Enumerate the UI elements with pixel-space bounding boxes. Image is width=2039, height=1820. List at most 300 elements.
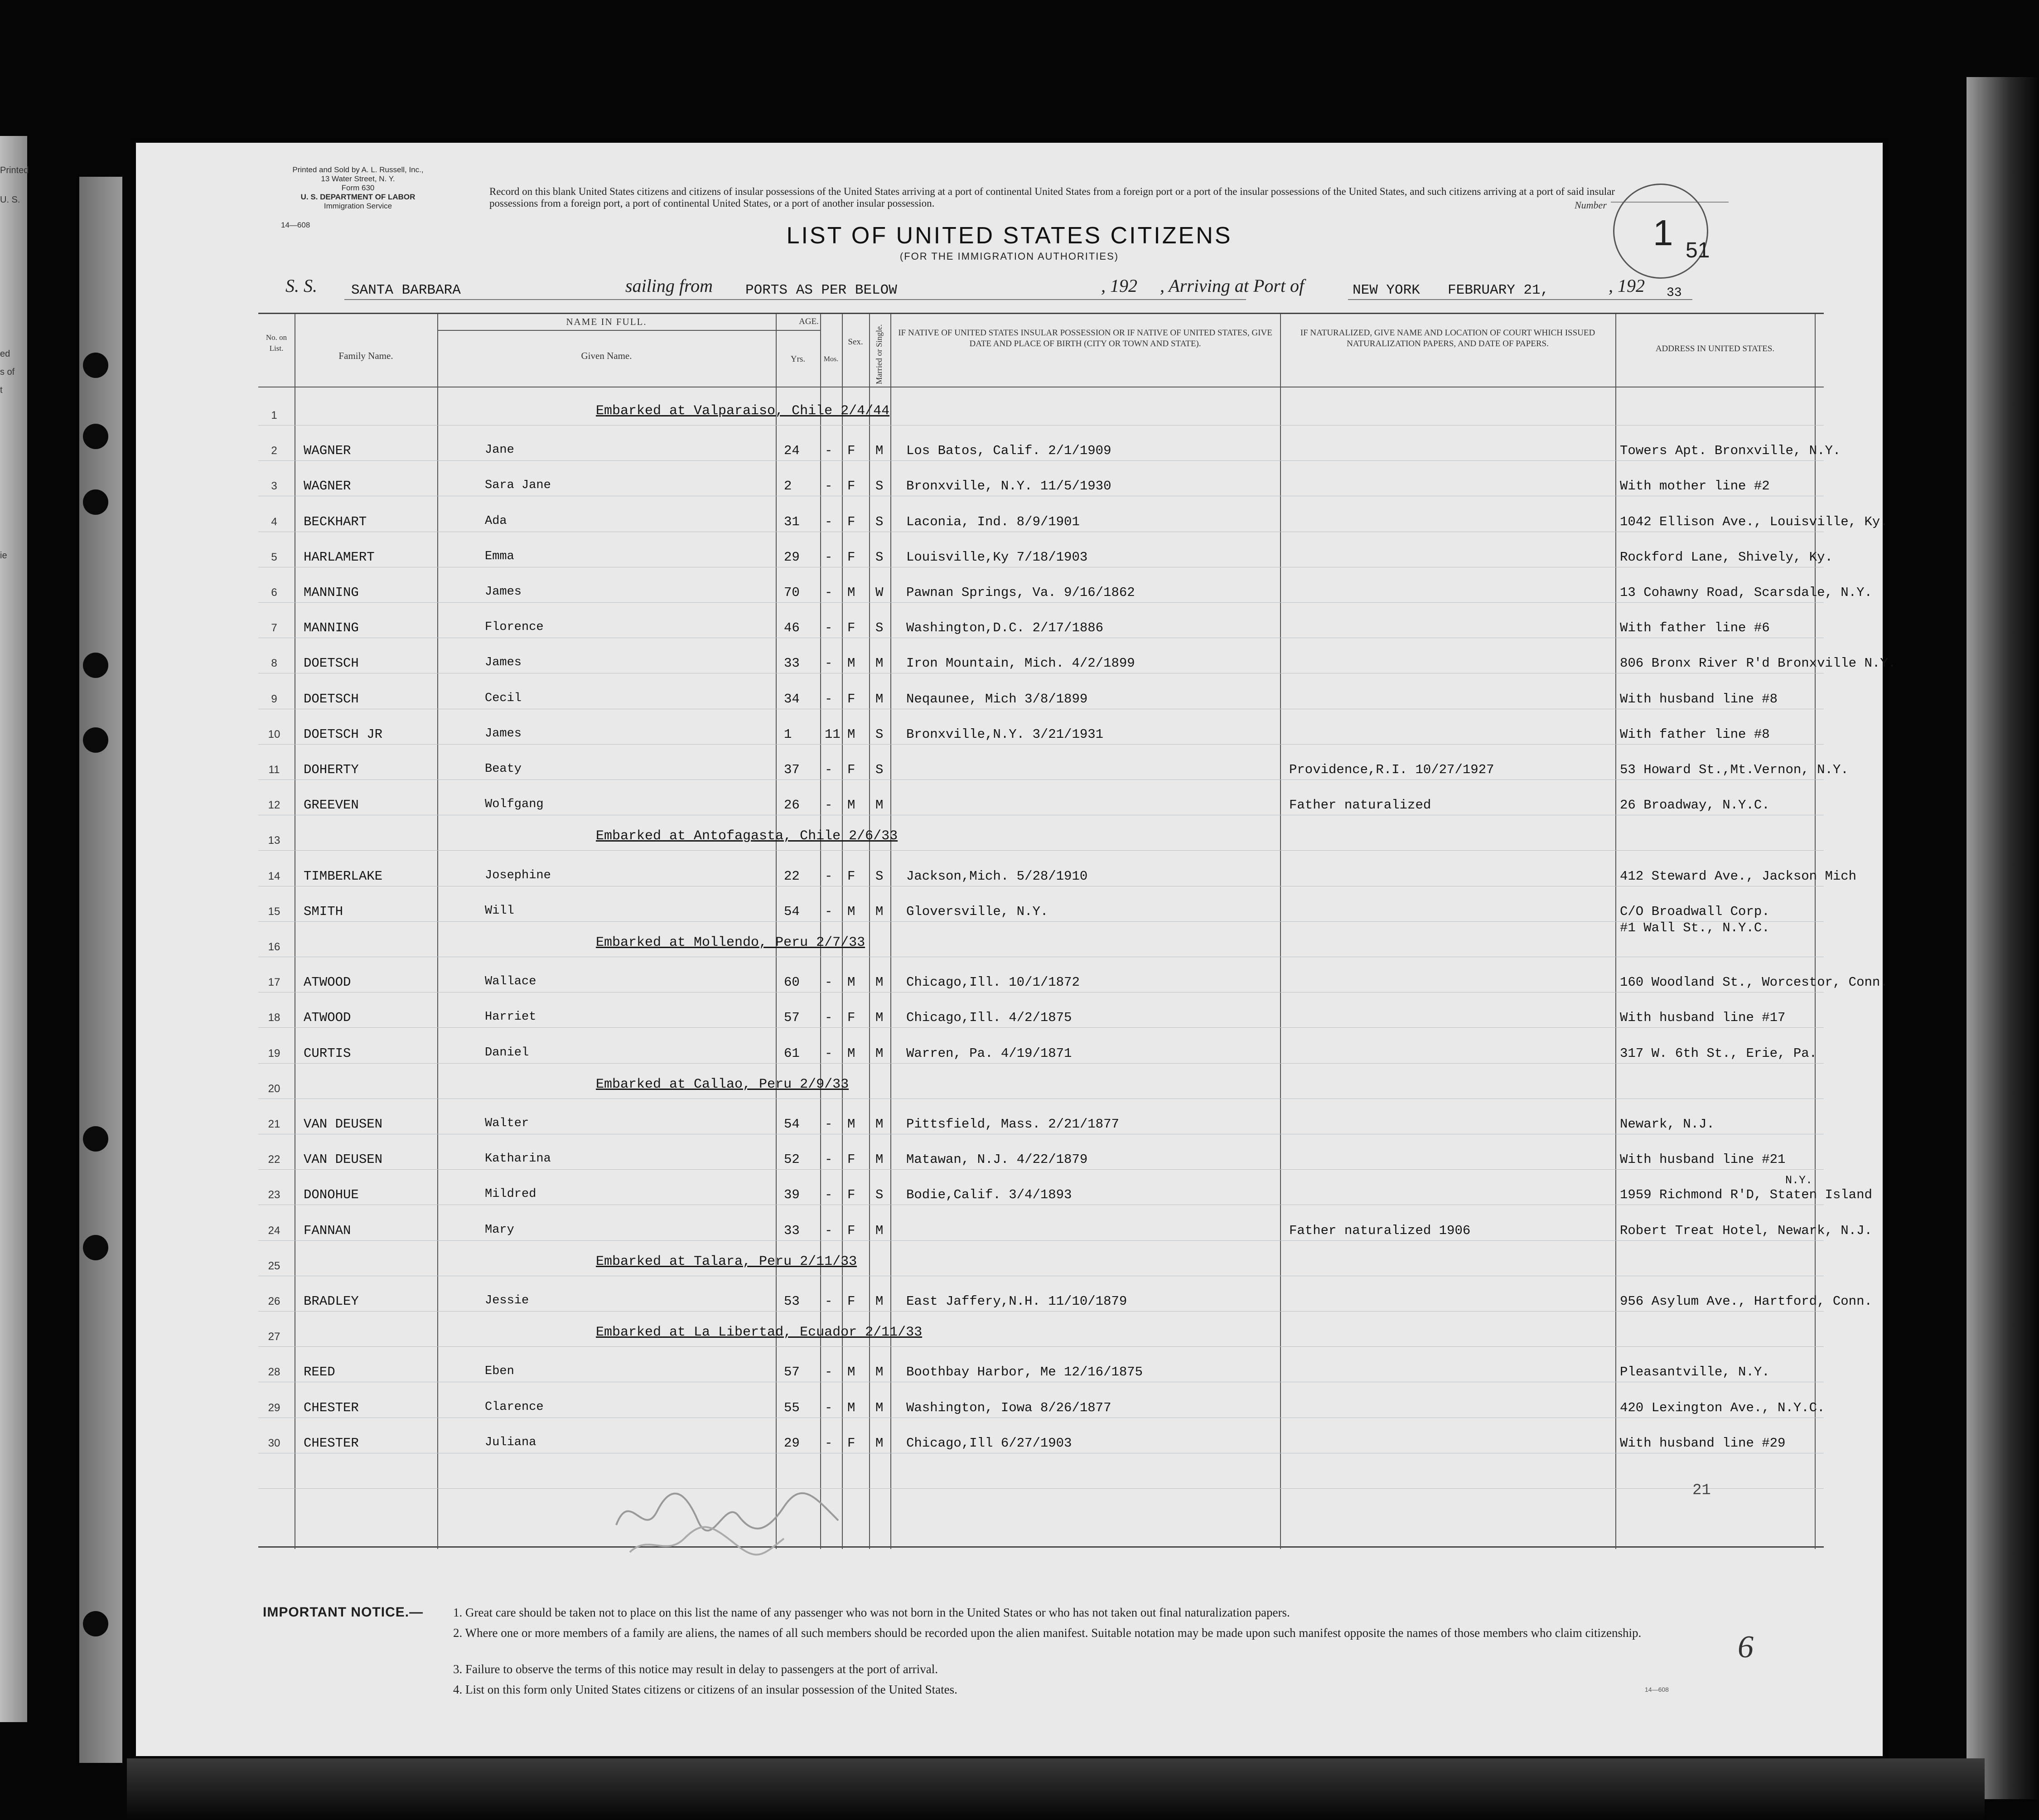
address: Newark, N.J. [1620,1117,1715,1132]
marital-status: M [875,1435,884,1451]
address: With husband line #29 [1620,1435,1786,1451]
naturalization: Father naturalized [1289,798,1431,813]
birth-place-date: Laconia, Ind. 8/9/1901 [906,514,1080,529]
family-name: MANNING [304,620,359,636]
sex: M [847,1365,855,1380]
address: 1959 Richmond R'D, Staten Island [1620,1187,1872,1203]
col-address: ADDRESS IN UNITED STATES. [1655,344,1775,353]
age-months: - [825,975,833,990]
age-years: 33 [784,1223,800,1238]
given-name: Mary [485,1223,514,1237]
line-number: 1 [271,409,277,421]
age-months: - [825,585,833,600]
ruled-line [258,460,1824,461]
left-page-fragment: s of [0,367,15,377]
punch-hole [83,653,108,678]
sex: F [847,620,855,636]
marital-status: S [875,762,884,777]
embarkation-heading: Embarked at Callao, Peru 2/9/33 [596,1076,849,1092]
left-page-fragment: ie [0,551,7,561]
notice-heading: IMPORTANT NOTICE.— [263,1605,424,1620]
birth-place-date: Gloversville, N.Y. [906,904,1048,919]
family-name: BRADLEY [304,1294,359,1309]
birth-place-date: Louisville,Ky 7/18/1903 [906,549,1088,565]
birth-place-date: East Jaffery,N.H. 11/10/1879 [906,1294,1127,1309]
intro-instructions: Record on this blank United States citizens and citizens of insular possessions of the United States arriving at a port of continental United States from a foreign port or a port of the insular possessions of the United States, and such citizens arriving at a port of said insular possessions from a foreign port, a port of continental United States, or a port of another insular possession. [489,186,1615,209]
given-name: Beaty [485,762,522,776]
birth-place-date: Bronxville, N.Y. 11/5/1930 [906,479,1111,494]
address: Robert Treat Hotel, Newark, N.J. [1620,1223,1872,1238]
line-number: 2 [271,445,277,457]
footer-form-code: 14—608 [1645,1686,1669,1693]
age-months: - [825,1294,833,1309]
left-page-fragment: t [0,385,3,395]
embarkation-heading: Embarked at Valparaiso, Chile 2/4/44 [596,403,890,419]
handwritten-number: 1 [1653,213,1673,253]
given-name: Sara Jane [485,479,551,493]
notice-item-4: 4. List on this form only United States citizens or citizens of an insular possession of the United States. [453,1683,957,1696]
line-number: 19 [268,1047,280,1060]
sex: M [847,1400,855,1415]
given-name: James [485,656,522,670]
ruled-line [258,1240,1824,1241]
address: Pleasantville, N.Y. [1620,1365,1770,1380]
sex: F [847,1294,855,1309]
marital-status: M [875,798,884,813]
given-name: Florence [485,620,544,634]
family-name: DOETSCH [304,656,359,671]
marital-status: M [875,1046,884,1061]
line-number: 26 [268,1295,280,1307]
left-page-fragment: U. S. [0,195,20,205]
address: With father line #6 [1620,620,1770,636]
address: 160 Woodland St., Worcestor, Conn. [1620,975,1888,990]
family-name: DOHERTY [304,762,359,777]
birth-place-date: Iron Mountain, Mich. 4/2/1899 [906,656,1135,671]
sex: F [847,762,855,777]
given-name: Walter [485,1117,529,1130]
age-years: 60 [784,975,800,990]
line-number: 6 [271,586,277,599]
page-title: LIST OF UNITED STATES CITIZENS [786,223,1232,249]
line-number: 28 [268,1366,280,1379]
age-months: - [825,1435,833,1451]
age-months: - [825,443,833,459]
address: 956 Asylum Ave., Hartford, Conn. [1620,1294,1872,1309]
sex: F [847,443,855,459]
age-months: - [825,798,833,813]
line-number: 27 [268,1331,280,1343]
line-number: 14 [268,870,280,882]
embarkation-heading: Embarked at Talara, Peru 2/11/33 [596,1254,857,1269]
address: 26 Broadway, N.Y.C. [1620,798,1770,813]
address: 317 W. 6th St., Erie, Pa. [1620,1046,1817,1061]
sex: M [847,1046,855,1061]
marital-status: M [875,1365,884,1380]
col-age: AGE. [799,317,819,326]
age-months: - [825,904,833,919]
address: Towers Apt. Bronxville, N.Y. [1620,443,1841,459]
address: 420 Lexington Ave., N.Y.C. [1620,1400,1825,1415]
given-name: Mildred [485,1187,536,1201]
given-name: James [485,726,522,741]
age-years: 31 [784,514,800,529]
birth-place-date: Chicago,Ill. 4/2/1875 [906,1010,1072,1026]
sex: F [847,1435,855,1451]
age-months: - [825,1223,833,1238]
ruled-line [258,850,1824,851]
given-name: Daniel [485,1046,529,1060]
age-months: - [825,549,833,565]
right-page-shadow [1967,77,2039,1799]
arriving-label: , Arriving at Port of [1160,276,1305,296]
age-months: - [825,1046,833,1061]
birth-place-date: Washington,D.C. 2/17/1886 [906,620,1104,636]
page-number: 51 [1686,238,1710,262]
name-header-rule [437,330,821,331]
marital-status: S [875,549,884,565]
age-months: - [825,762,833,777]
line-number: 24 [268,1224,280,1237]
age-years: 39 [784,1187,800,1203]
age-years: 24 [784,443,800,459]
printer-address: 13 Water Street, N. Y. [321,174,395,183]
age-years: 57 [784,1365,800,1380]
marital-status: M [875,1010,884,1026]
ruled-line [258,744,1824,745]
marital-status: M [875,1117,884,1132]
year-label-1: , 192 [1101,276,1137,296]
family-name: TIMBERLAKE [304,868,383,884]
family-name: VAN DEUSEN [304,1117,383,1132]
col-rule [820,314,821,1549]
ruled-line [258,602,1824,603]
age-years: 70 [784,585,800,600]
given-name: Jessie [485,1294,529,1307]
marital-status: S [875,726,884,742]
family-name: MANNING [304,585,359,600]
age-years: 54 [784,1117,800,1132]
age-years: 57 [784,1010,800,1026]
notice-item-1: 1. Great care should be taken not to place on this list the name of any passenger who was not born in the United States or who has not taken out final naturalization papers. [453,1606,1290,1619]
line-number: 21 [268,1118,280,1130]
ship-name: SANTA BARBARA [351,282,461,298]
page-subtitle: (FOR THE IMMIGRATION AUTHORITIES) [899,251,1119,262]
embarkation-heading: Embarked at Antofagasta, Chile 2/6/33 [596,828,898,844]
sailing-from-value: PORTS AS PER BELOW [745,282,897,298]
family-name: FANNAN [304,1223,351,1238]
ruled-line [258,921,1824,922]
address: Rockford Lane, Shively, Ky. [1620,549,1833,565]
line-number: 15 [268,905,280,918]
line-number: 17 [268,976,280,989]
birth-place-date: Bodie,Calif. 3/4/1893 [906,1187,1072,1203]
sex: F [847,479,855,494]
family-name: WAGNER [304,443,351,459]
birth-place-date: Los Batos, Calif. 2/1/1909 [906,443,1111,459]
given-name: Wallace [485,975,536,989]
sex: F [847,549,855,565]
family-name: GREEVEN [304,798,359,813]
line-number: 10 [268,728,280,741]
given-name: Wolfgang [485,798,544,812]
col-mos: Mos. [823,355,839,363]
marital-status: S [875,514,884,529]
age-years: 54 [784,904,800,919]
col-rule [1615,314,1616,1549]
marital-status: S [875,1187,884,1203]
age-months: - [825,1400,833,1415]
address: 53 Howard St.,Mt.Vernon, N.Y. [1620,762,1849,777]
number-label: Number [1575,199,1607,211]
age-years: 29 [784,1435,800,1451]
family-name: CHESTER [304,1435,359,1451]
marital-status: M [875,691,884,707]
sex: M [847,585,855,600]
birth-place-date: Boothbay Harbor, Me 12/16/1875 [906,1365,1143,1380]
left-page-fragment: ed [0,349,10,359]
given-name: Cecil [485,691,522,705]
sex: F [847,868,855,884]
age-years: 52 [784,1152,800,1167]
address: 1042 Ellison Ave., Louisville, Ky. [1620,514,1888,529]
arrival-date: FEBRUARY 21, [1448,282,1549,298]
age-months: - [825,1152,833,1167]
arrival-port: NEW YORK [1353,282,1420,298]
age-years: 2 [784,479,792,494]
address: 806 Bronx River R'd Bronxville N.Y. [1620,656,1896,671]
sex: F [847,514,855,529]
address: With husband line #8 [1620,691,1778,707]
punch-hole [83,489,108,515]
age-months: - [825,868,833,884]
sex: M [847,656,855,671]
age-months: - [825,1187,833,1203]
notice-item-2: 2. Where one or more members of a family are aliens, the names of all such members should be recorded upon the alien manifest. Suitable notation may be made upon such manifest opposite the names of those members who claim citizenship. [453,1626,1642,1640]
col-rule [890,314,891,1549]
marital-status: M [875,656,884,671]
service: Immigration Service [324,202,392,210]
col-sex: Sex. [848,337,863,347]
family-name: REED [304,1365,335,1380]
age-years: 1 [784,726,792,742]
address: With husband line #17 [1620,1010,1786,1026]
punch-hole [83,1611,108,1636]
sailing-from-label: sailing from [625,276,713,296]
address: 412 Steward Ave., Jackson Mich [1620,868,1857,884]
line-number: 20 [268,1082,280,1095]
ruled-line [258,1169,1824,1170]
naturalization: Providence,R.I. 10/27/1927 [1289,762,1494,777]
family-name: CURTIS [304,1046,351,1061]
line-number: 9 [271,692,277,705]
col-name-in-full: NAME IN FULL. [566,316,647,327]
ruled-line [258,1063,1824,1064]
address-annotation: N.Y. [1785,1174,1813,1187]
col-rule [437,314,438,1549]
family-name: WAGNER [304,479,351,494]
birth-place-date: Pittsfield, Mass. 2/21/1877 [906,1117,1119,1132]
family-name: HARLAMERT [304,549,375,565]
sex: M [847,1117,855,1132]
family-name: SMITH [304,904,343,919]
given-name: Katharina [485,1152,551,1166]
punch-hole [83,1126,108,1152]
age-years: 26 [784,798,800,813]
given-name: Clarence [485,1400,544,1414]
form-code: 14—608 [281,221,310,229]
family-name: ATWOOD [304,1010,351,1026]
ruled-line [258,1488,1824,1489]
given-name: Harriet [485,1010,536,1024]
age-months: - [825,514,833,529]
marital-status: M [875,1294,884,1309]
line-number: 13 [268,834,280,847]
col-no: No. on List. [266,333,287,353]
line-number: 11 [268,764,280,776]
line-number: 7 [271,622,277,634]
sex: M [847,904,855,919]
marital-status: S [875,868,884,884]
given-name: James [485,585,522,599]
punch-hole [83,424,108,449]
birth-place-date: Chicago,Ill 6/27/1903 [906,1435,1072,1451]
sex: F [847,691,855,707]
marital-status: W [875,585,884,600]
col-rule [869,314,870,1549]
printer-block [263,165,453,230]
year-label-2: , 192 [1609,276,1645,296]
given-name: Josephine [485,868,551,882]
address: With husband line #21 [1620,1152,1786,1167]
punch-hole [83,1235,108,1260]
line-number: 30 [268,1437,280,1449]
age-months: - [825,656,833,671]
marital-status: M [875,1400,884,1415]
col-naturalized: IF NATURALIZED, GIVE NAME AND LOCATION OF COURT WHICH ISSUED NATURALIZATION PAPERS, AND DATE OF PAPERS. [1300,328,1595,349]
ruled-line [258,1027,1824,1028]
line-number: 3 [271,480,277,493]
given-name: Eben [485,1365,514,1379]
line-number: 22 [268,1153,280,1166]
marital-status: M [875,1223,884,1238]
embarkation-heading: Embarked at La Libertad, Ecuador 2/11/33 [596,1325,923,1341]
marital-status: M [875,1152,884,1167]
ruled-line [258,779,1824,780]
age-years: 22 [784,868,800,884]
given-name: Jane [485,443,514,457]
age-months: - [825,620,833,636]
left-page-fragment: Printed [0,165,29,175]
col-rule [776,314,777,1549]
age-years: 46 [784,620,800,636]
ruled-line [258,1311,1824,1312]
age-years: 34 [784,691,800,707]
birth-place-date: Bronxville,N.Y. 3/21/1931 [906,726,1104,742]
age-years: 37 [784,762,800,777]
birth-place-date: Pawnan Springs, Va. 9/16/1862 [906,585,1135,600]
form-number: Form 630 [341,184,375,192]
age-months: - [825,479,833,494]
marital-status: M [875,904,884,919]
sex: M [847,726,855,742]
col-yrs: Yrs. [790,354,806,364]
address: 13 Cohawny Road, Scarsdale, N.Y. [1620,585,1872,600]
family-name: CHESTER [304,1400,359,1415]
line-number: 18 [268,1012,280,1024]
department: U. S. DEPARTMENT OF LABOR [300,193,416,201]
pencil-total: 21 [1692,1482,1711,1499]
arrival-year: 33 [1667,286,1682,300]
line-number: 25 [268,1259,280,1272]
col-rule [1280,314,1281,1549]
sex: F [847,1152,855,1167]
age-years: 33 [784,656,800,671]
age-years: 61 [784,1046,800,1061]
col-rule [842,314,843,1549]
address: With father line #8 [1620,726,1770,742]
sex: M [847,798,855,813]
manifest-sheet [136,143,1896,1756]
address-line-2: #1 Wall St., N.Y.C. [1620,920,1770,935]
handwritten-mark: 6 [1738,1630,1754,1665]
punch-hole [83,727,108,753]
birth-place-date: Warren, Pa. 4/19/1871 [906,1046,1072,1061]
line-number: 5 [271,551,277,563]
line-number: 12 [268,799,280,812]
col-birth: IF NATIVE OF UNITED STATES INSULAR POSSESSION OR IF NATIVE OF UNITED STATES, GIVE DATE AND PLACE OF BIRTH (CITY OR TOWN AND STATE). [898,328,1272,349]
given-name: Juliana [485,1435,536,1449]
line-number: 29 [268,1401,280,1414]
punch-hole [83,353,108,378]
birth-place-date: Washington, Iowa 8/26/1877 [906,1400,1111,1415]
naturalization: Father naturalized 1906 [1289,1223,1471,1238]
age-months: - [825,1117,833,1132]
passenger-table [258,313,1896,1548]
age-years: 55 [784,1400,800,1415]
family-name: DOETSCH JR [304,726,383,742]
marital-status: M [875,443,884,459]
age-years: 29 [784,549,800,565]
line-number: 16 [268,941,280,953]
birth-place-date: Matawan, N.J. 4/22/1879 [906,1152,1088,1167]
given-name: Emma [485,549,514,563]
col-family: Family Name. [338,350,393,361]
line-number: 4 [271,515,277,528]
birth-place-date: Jackson,Mich. 5/28/1910 [906,868,1088,884]
printer-line: Printed and Sold by A. L. Russell, Inc., [292,165,424,174]
line-number: 8 [271,657,277,670]
given-name: Ada [485,514,507,528]
family-name: DONOHUE [304,1187,359,1203]
ss-label: S. S. [285,276,317,296]
address: With mother line #2 [1620,479,1770,494]
family-name: DOETSCH [304,691,359,707]
sex: F [847,1223,855,1238]
bottom-shadow [127,1758,1985,1820]
ruled-line [258,1346,1824,1347]
line-number: 23 [268,1189,280,1201]
birth-place-date: Neqaunee, Mich 3/8/1899 [906,691,1088,707]
age-months: - [825,691,833,707]
col-rule [1815,314,1816,1549]
address: C/O Broadwall Corp. [1620,904,1770,919]
age-months: - [825,1365,833,1380]
age-years: 53 [784,1294,800,1309]
ruled-line [258,425,1824,426]
given-name: Will [485,904,514,918]
sex: F [847,1187,855,1203]
